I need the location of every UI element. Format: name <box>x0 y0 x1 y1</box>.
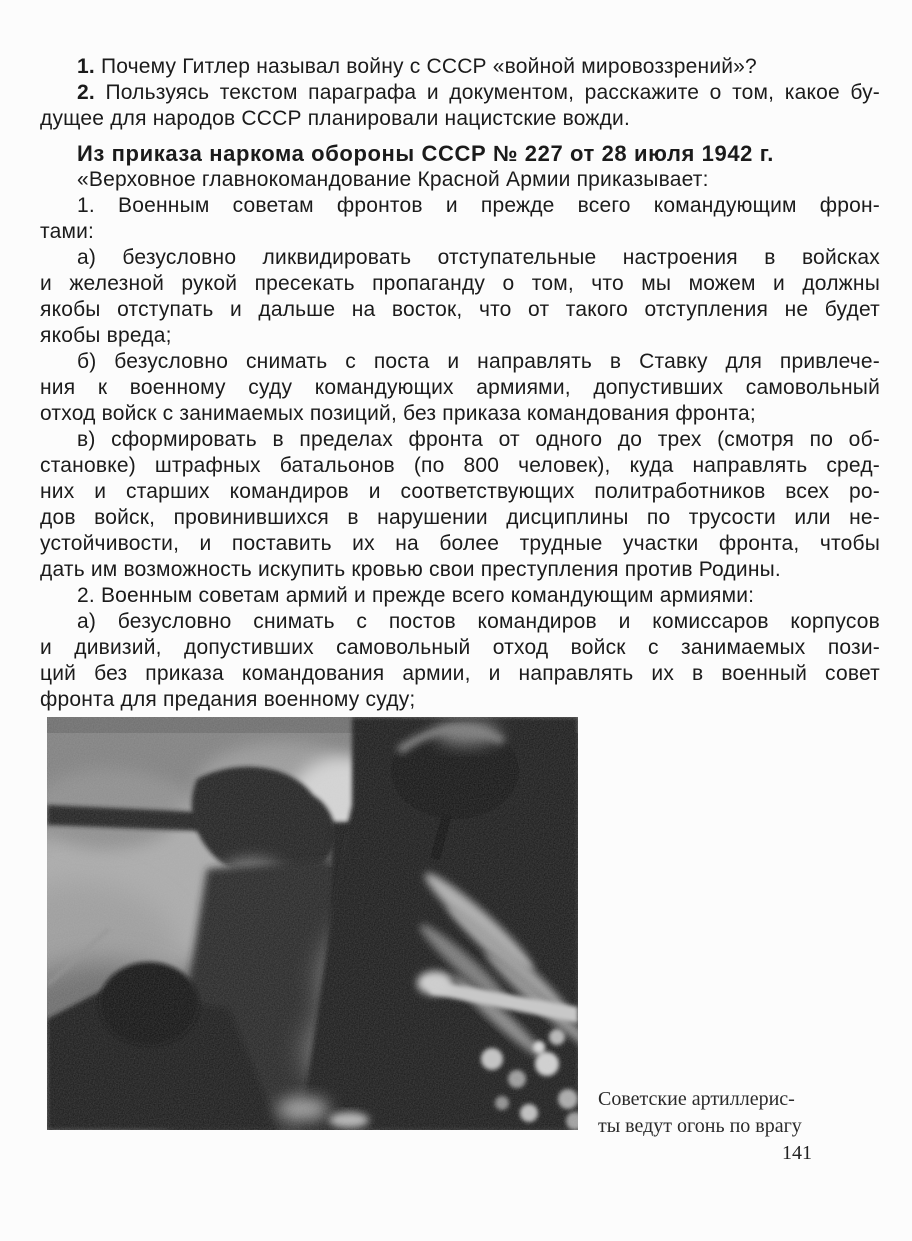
document-line: а) безусловно ликвидировать отступательные настроения в войсках <box>77 246 880 269</box>
caption-line: ты ведут огонь по врагу <box>598 1115 802 1137</box>
question-number: 2. <box>77 81 106 104</box>
page-number: 141 <box>782 1142 812 1164</box>
document-line: них и старших командиров и соответствующих политработников всех ро- <box>40 480 880 503</box>
document-line: фронта для предания военному суду; <box>40 688 416 711</box>
document-line: дать им возможность искупить кровью свои преступления против Родины. <box>40 558 781 581</box>
question-1: 1. Почему Гитлер называл войну с СССР «войной мировоззрений»? <box>77 55 757 78</box>
document-line: якобы отступать и дальше на восток, что от такого отступления не будет <box>40 298 880 321</box>
document-line: отход войск с занимаемых позиций, без приказа командования фронта; <box>40 402 756 425</box>
document-line: ций без приказа командования армии, и направлять их в военный совет <box>40 662 880 685</box>
document-line: становке) штрафных батальонов (по 800 человек), куда направлять сред- <box>40 454 880 477</box>
question-2-line-2: дущее для народов СССР планировали нацистские вожди. <box>40 107 631 130</box>
document-line: в) сформировать в пределах фронта от одного до трех (смотря по об- <box>77 428 880 451</box>
photo-figure <box>47 717 578 1130</box>
document-line: дов войск, провинившихся в нарушении дисциплины по трусости или не- <box>40 506 880 529</box>
document-line: б) безусловно снимать с поста и направлять в Ставку для привлече- <box>77 350 880 373</box>
document-heading: Из приказа наркома обороны СССР № 227 от 28 июля 1942 г. <box>77 141 774 166</box>
caption-line: Советские артиллерис- <box>598 1088 795 1110</box>
text-column <box>40 54 880 713</box>
question-number: 1. <box>77 55 101 78</box>
photo-caption <box>598 1086 830 1140</box>
question-2-line-1: 2. Пользуясь текстом параграфа и документом, расскажите о том, какое бу- <box>77 81 881 104</box>
document-line: 1. Военным советам фронтов и прежде всего командующим фрон- <box>77 194 880 217</box>
artillery-photo <box>47 717 578 1130</box>
document-line: ния к военному суду командующих армиями, допустивших самовольный <box>40 376 880 399</box>
document-line: и железной рукой пресекать пропаганду о том, что мы можем и должны <box>40 272 880 295</box>
document-line: 2. Военным советам армий и прежде всего командующим армиями: <box>77 584 755 607</box>
document-line: тами: <box>40 220 95 243</box>
document-line: якобы вреда; <box>40 324 172 347</box>
document-line: «Верховное главнокомандование Красной Армии приказывает: <box>77 168 709 191</box>
document-line: а) безусловно снимать с постов командиров и комиссаров корпусов <box>77 610 880 633</box>
document-line: и дивизий, допустивших самовольный отход войск с занимаемых пози- <box>40 636 880 659</box>
document-line: устойчивости, и поставить их на более трудные участки фронта, чтобы <box>40 532 880 555</box>
